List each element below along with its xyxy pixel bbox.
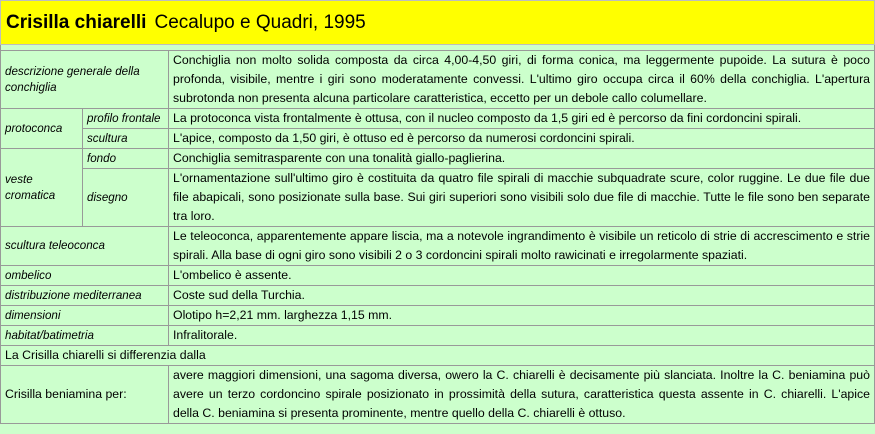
row-protoconca-profilo	[1, 109, 875, 129]
row-veste-fondo	[1, 149, 875, 169]
value-protoconca-scultura: L'apice, composto da 1,50 giri, è ottuso ed è percorso da numerosi cordoncini spirali.	[169, 129, 875, 149]
value-dimensioni: Olotipo h=2,21 mm. larghezza 1,15 mm.	[169, 306, 875, 326]
value-descrizione: Conchiglia non molto solida composta da circa 4,00-4,50 giri, di forma conica, ma leggermente pupoide. La sutura è poco profonda, visibile, mentre i giri sono moderatamente convessi. L'ultimo giro occupa circa il 60% della conchiglia. L'apertura subrotonda non presenta alcuna particolare caratteristica, eccetto per un debole callo columellare.	[169, 51, 875, 109]
row-ombelico	[1, 266, 875, 286]
value-profilo-frontale: La protoconca vista frontalmente è ottusa, con il nucleo composto da 1,5 giri ed è percorso da fini cordoncini spirali.	[169, 109, 875, 129]
species-name: Crisilla chiarelli	[6, 12, 147, 33]
row-protoconca-scultura	[1, 129, 875, 149]
label-scultura-teleoconca: scultura teleoconca	[1, 227, 169, 266]
label-ombelico: ombelico	[1, 266, 169, 286]
value-scultura-teleoconca: Le teleoconca, apparentemente appare liscia, ma a notevole ingrandimento è visibile un reticolo di strie di accrescimento e strie spirali. Alla base di ogni giro sono visibili 2 o 3 cordoncini spirali molto rawicinati e irregolarmente spaziati.	[169, 227, 875, 266]
value-disegno: L'ornamentazione sull'ultimo giro è costituita da quatro file spirali di macchie subquadrate scure, color ruggine. Le due file due file abapicali, sono posizionate sulla base. Sui giri superiori sono visibili solo due file di macchie. Tutte le file sono ben separate tra loro.	[169, 169, 875, 227]
label-descrizione: descrizione generale della conchiglia	[1, 51, 169, 109]
label-veste-cromatica: veste cromatica	[1, 149, 83, 227]
row-scultura-teleoconca	[1, 227, 875, 266]
row-differenze-intro	[1, 346, 875, 366]
label-beniamina: Crisilla beniamina per:	[1, 366, 169, 424]
row-distribuzione	[1, 286, 875, 306]
value-fondo: Conchiglia semitrasparente con una tonalità giallo-paglierina.	[169, 149, 875, 169]
value-habitat: Infralitorale.	[169, 326, 875, 346]
value-distribuzione: Coste sud della Turchia.	[169, 286, 875, 306]
species-author: Cecalupo e Quadri, 1995	[154, 12, 366, 33]
row-dimensioni	[1, 306, 875, 326]
label-habitat: habitat/batimetria	[1, 326, 169, 346]
row-habitat	[1, 326, 875, 346]
label-fondo: fondo	[83, 149, 169, 169]
label-distribuzione: distribuzione mediterranea	[1, 286, 169, 306]
label-disegno: disegno	[83, 169, 169, 227]
row-differenze	[1, 366, 875, 424]
label-profilo-frontale: profilo frontale	[83, 109, 169, 129]
title-row	[1, 1, 875, 45]
label-protoconca-scultura: scultura	[83, 129, 169, 149]
differenze-intro: La Crisilla chiarelli si differenzia dalla	[1, 346, 875, 366]
value-beniamina: avere maggiori dimensioni, una sagoma diversa, owero la C. chiarelli è decisamente più slanciata. Inoltre la C. beniamina può avere un terzo cordoncino spirale posizionato in prossimità della sutura, caratteristica questa assente in C. chiarelli. L'apice della C. beniamina si presenta prominente, mentre quello della C. chiarelli è ottuso.	[169, 366, 875, 424]
label-dimensioni: dimensioni	[1, 306, 169, 326]
title-cell	[1, 1, 875, 45]
row-descrizione	[1, 51, 875, 109]
label-protoconca: protoconca	[1, 109, 83, 149]
row-veste-disegno	[1, 169, 875, 227]
value-ombelico: L'ombelico è assente.	[169, 266, 875, 286]
